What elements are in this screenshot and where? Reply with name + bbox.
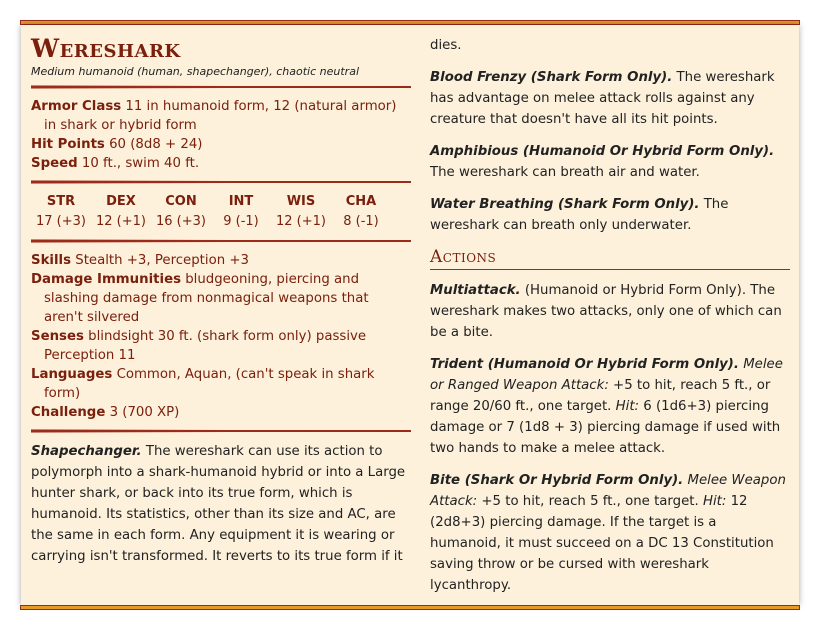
ability-wis — [271, 192, 331, 232]
ability-label: CON — [165, 194, 197, 209]
trait-name: Shapechanger. — [31, 444, 142, 459]
action-text: 6 (1d6+3) piercing damage or 7 (1d8 + 3) piercing damage if used with two hands to make a melee attack. — [430, 399, 781, 456]
skills — [31, 251, 411, 270]
attack-type: Melee or Ranged Weapon Attack: — [430, 357, 783, 393]
trait-name: Water Breathing (Shark Form Only). — [430, 197, 700, 212]
hit-points — [31, 135, 411, 154]
immunities-value: bludgeoning, piercing and slashing damage from nonmagical weapons that aren't silvered — [44, 272, 369, 325]
trait-blood-frenzy — [430, 67, 790, 130]
trait-text: The wereshark can breath only underwater. — [430, 197, 729, 233]
armor-class-value: 11 in humanoid form, 12 (natural armor) in shark or hybrid form — [44, 99, 397, 133]
ability-value: 8 (-1) — [343, 214, 379, 229]
trait-text: The wereshark can use its action to polymorph into a shark-humanoid hybrid or into a Large hunter shark, or back into its true form, which is humanoid. Its statistics, other than its size and AC, are the same in each form. Any equipment it is wearing or carrying isn't transformed. It reverts to its true form if it — [31, 444, 406, 564]
trait-shapechanger-continued — [430, 35, 790, 56]
armor-class-label: Armor Class — [31, 99, 122, 114]
ability-scores — [31, 192, 391, 232]
action-text: +5 to hit, reach 5 ft., one target. — [481, 494, 699, 509]
immunities-label: Damage Immunities — [31, 272, 181, 287]
ability-value: 17 (+3) — [36, 214, 86, 229]
trait-text: The wereshark can breath air and water. — [430, 165, 700, 180]
action-text: 12 (2d8+3) piercing damage. If the target is a humanoid, it must succeed on a DC 13 Constitution saving throw or be cursed with wereshark lycanthropy. — [430, 494, 774, 593]
languages-value: Common, Aquan, (can't speak in shark form) — [44, 367, 375, 401]
ability-dex — [91, 192, 151, 232]
challenge — [31, 403, 411, 422]
divider-rule — [31, 86, 411, 88]
hit-label: Hit: — [615, 399, 640, 414]
ability-label: CHA — [345, 194, 377, 209]
right-column — [430, 35, 790, 607]
ability-con — [151, 192, 211, 232]
action-name: Bite (Shark Or Hybrid Form Only). — [430, 473, 684, 488]
bottom-border-bar — [20, 605, 800, 610]
attack-type: Melee Weapon Attack: — [430, 473, 786, 509]
senses-label: Senses — [31, 329, 84, 344]
monster-name: Wereshark — [31, 34, 181, 63]
senses — [31, 327, 411, 365]
action-text: +5 to hit, reach 5 ft., or range 20/60 ft., one target. — [430, 378, 771, 414]
monster-meta: Medium humanoid (human, shapechanger), chaotic neutral — [31, 65, 360, 78]
damage-immunities — [31, 270, 411, 327]
ability-label: WIS — [286, 194, 316, 209]
stat-block — [21, 25, 799, 605]
divider-rule — [31, 430, 411, 432]
skills-label: Skills — [31, 253, 72, 268]
ability-label: INT — [228, 194, 254, 209]
languages-label: Languages — [31, 367, 113, 382]
divider-rule — [31, 240, 411, 242]
ability-cha — [331, 192, 391, 232]
hit-label: Hit: — [702, 494, 727, 509]
action-trident — [430, 354, 790, 459]
speed — [31, 154, 411, 173]
senses-value: blindsight 30 ft. (shark form only) passive Perception 11 — [44, 329, 367, 363]
hit-points-value: 60 (8d8 + 24) — [109, 137, 203, 152]
ability-int — [211, 192, 271, 232]
ability-label: STR — [46, 194, 76, 209]
speed-value: 10 ft., swim 40 ft. — [81, 156, 200, 171]
left-column — [31, 35, 411, 578]
trait-water-breathing — [430, 194, 790, 236]
ability-str — [31, 192, 91, 232]
action-text: (Humanoid or Hybrid Form Only). The wereshark makes two attacks, only one of which can be a bite. — [430, 283, 782, 340]
ability-value: 12 (+1) — [96, 214, 146, 229]
trait-name: Blood Frenzy (Shark Form Only). — [430, 70, 673, 85]
languages — [31, 365, 411, 403]
divider-rule — [31, 181, 411, 183]
trait-amphibious — [430, 141, 790, 183]
speed-label: Speed — [31, 156, 78, 171]
ability-value: 12 (+1) — [276, 214, 326, 229]
trait-name: Amphibious (Humanoid Or Hybrid Form Only). — [430, 144, 775, 159]
hit-points-label: Hit Points — [31, 137, 105, 152]
trait-text: dies. — [430, 38, 462, 53]
trait-shapechanger — [31, 441, 411, 567]
skills-value: Stealth +3, Perception +3 — [75, 253, 249, 268]
ability-value: 16 (+3) — [156, 214, 206, 229]
action-bite — [430, 470, 790, 596]
armor-class — [31, 97, 411, 135]
ability-value: 9 (-1) — [223, 214, 259, 229]
action-multiattack — [430, 280, 790, 343]
ability-label: DEX — [106, 194, 136, 209]
challenge-label: Challenge — [31, 405, 106, 420]
actions-heading: Actions — [430, 247, 790, 270]
trait-text: The wereshark has advantage on melee attack rolls against any creature that doesn't have all its hit points. — [430, 70, 775, 127]
action-name: Trident (Humanoid Or Hybrid Form Only). — [430, 357, 739, 372]
action-name: Multiattack. — [430, 283, 521, 298]
challenge-value: 3 (700 XP) — [109, 405, 180, 420]
